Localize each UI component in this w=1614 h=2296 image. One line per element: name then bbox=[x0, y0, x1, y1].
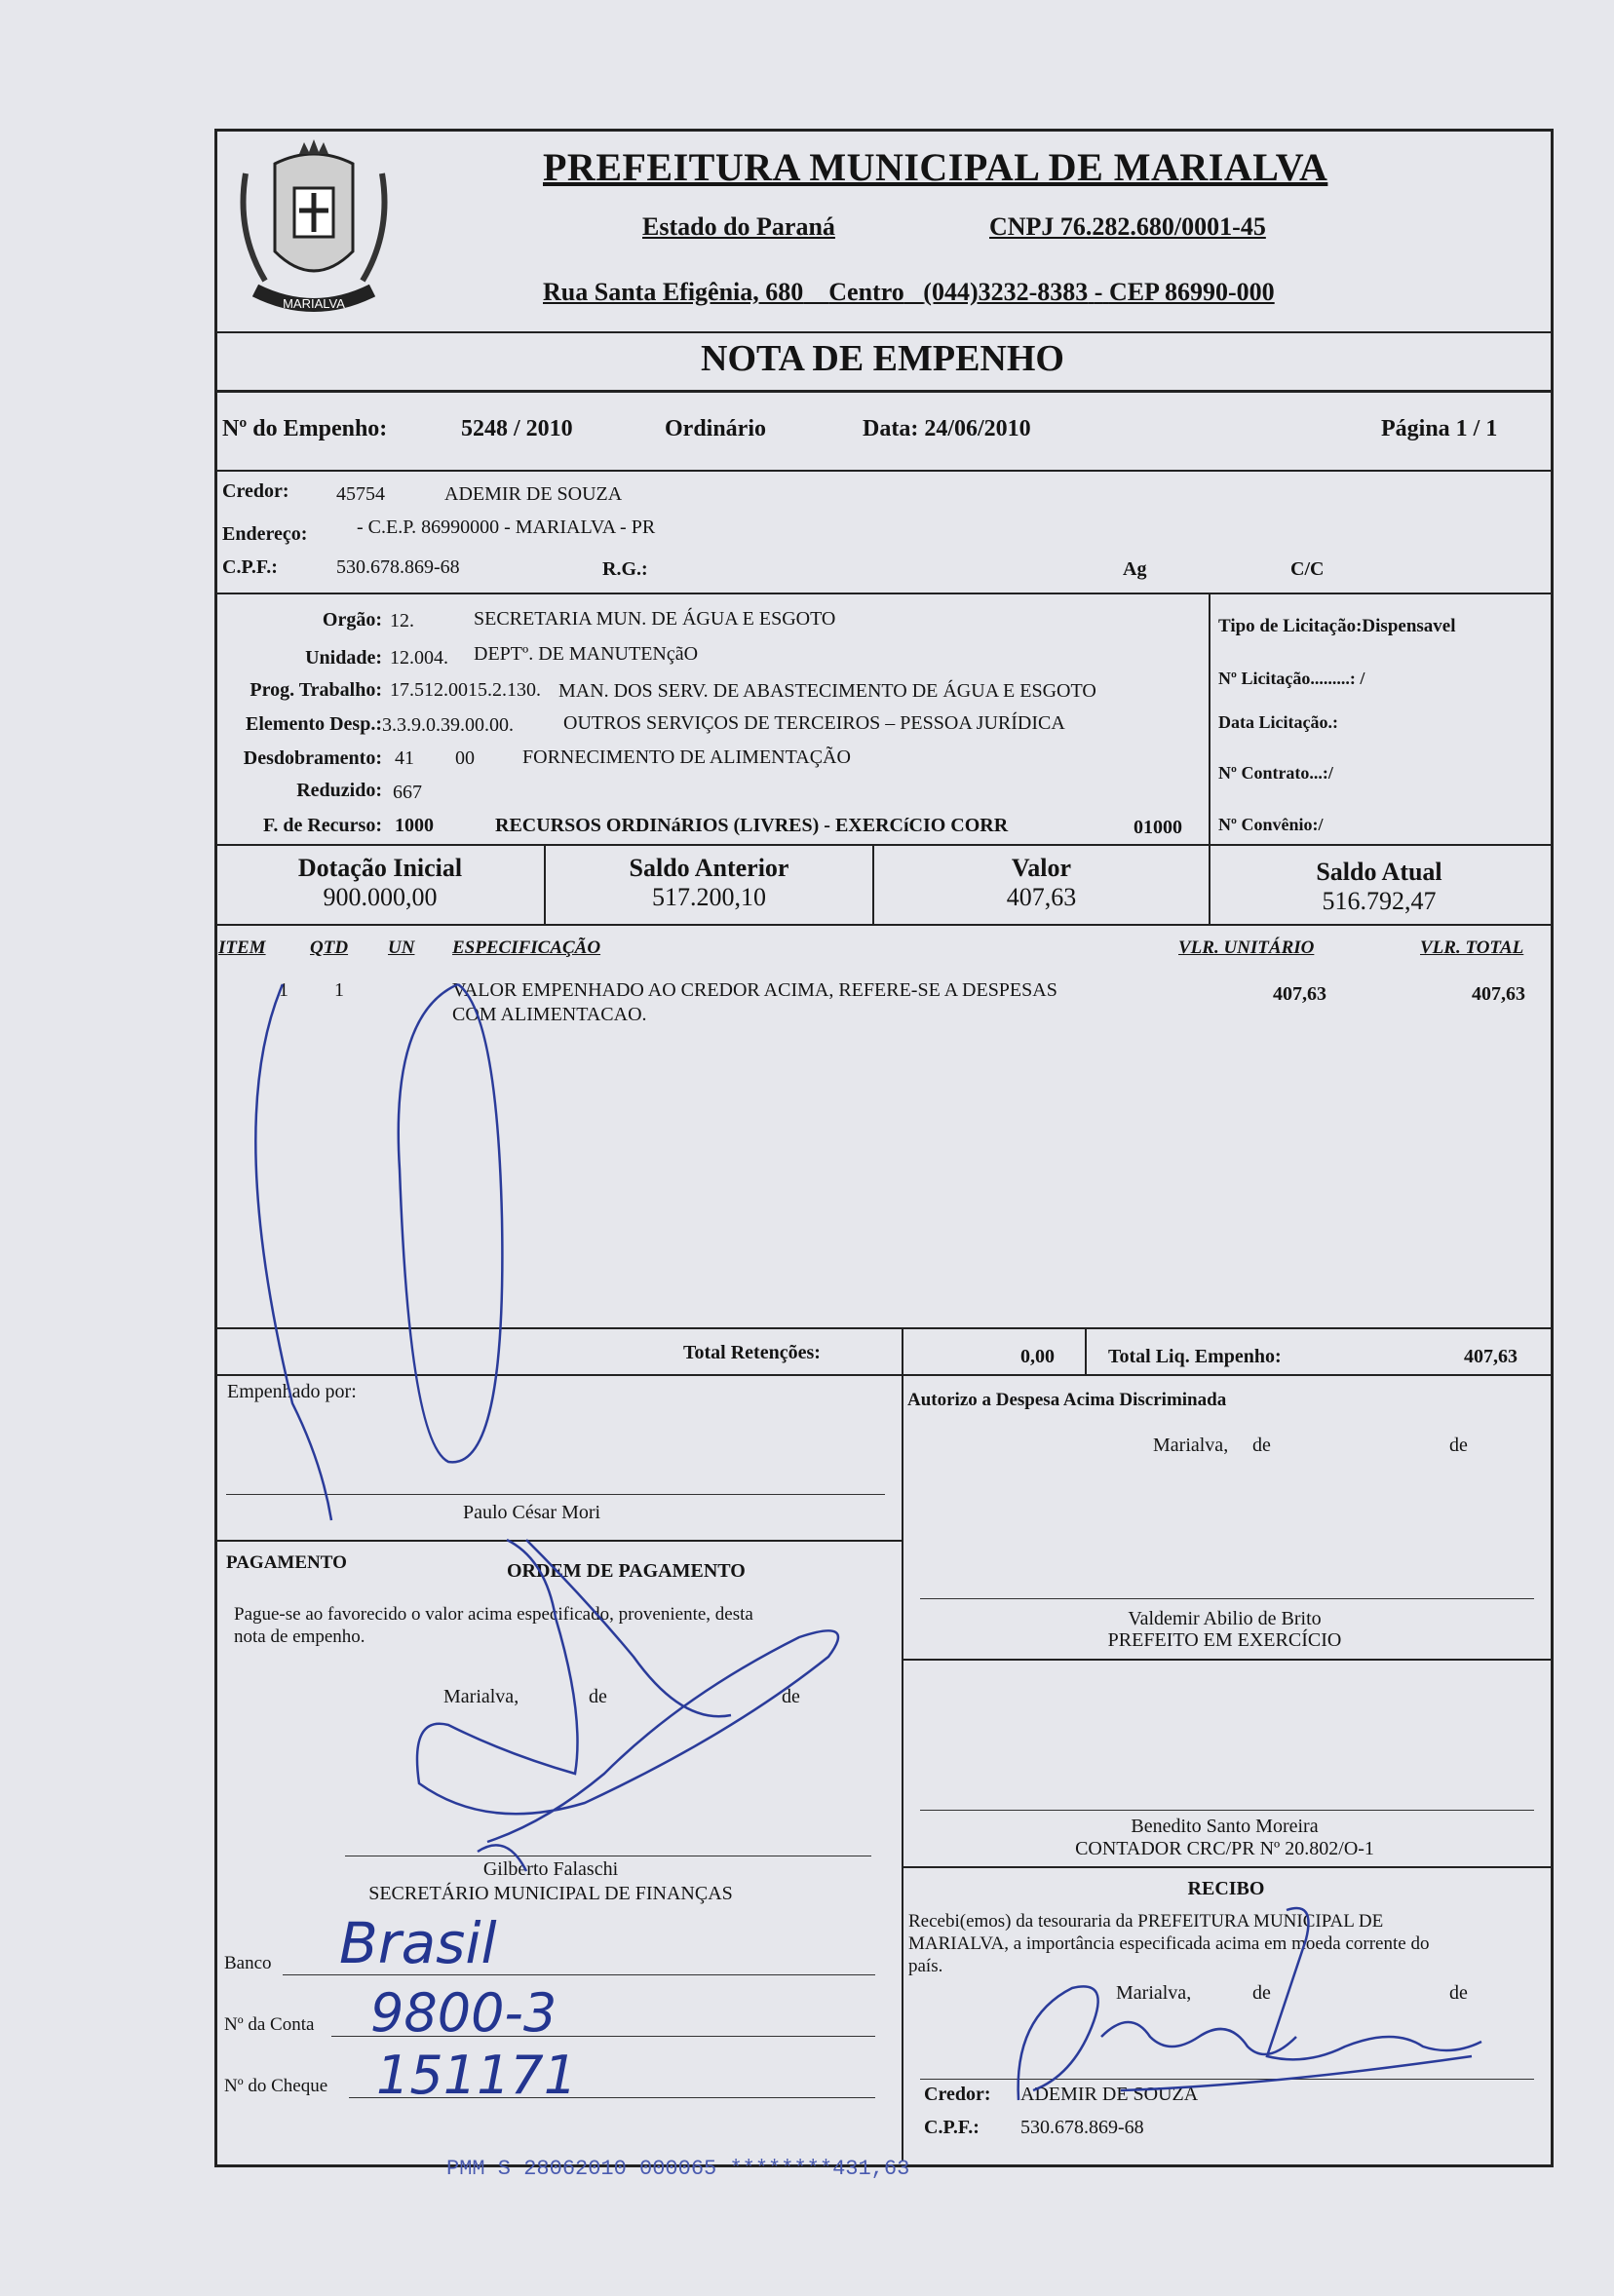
orgao-label: Orgão: bbox=[322, 609, 382, 631]
rg-label: R.G.: bbox=[602, 558, 648, 580]
divider bbox=[1085, 1327, 1087, 1374]
divider bbox=[214, 390, 1551, 393]
conta-label: Nº da Conta bbox=[224, 2014, 315, 2035]
autorizo-city: Marialva, bbox=[1153, 1435, 1229, 1456]
col-especificacao: ESPECIFICAÇÃO bbox=[452, 938, 601, 958]
pagamento-city: Marialva, bbox=[443, 1686, 519, 1707]
retencoes-value: 0,00 bbox=[1020, 1346, 1055, 1367]
total-liq-label: Total Liq. Empenho: bbox=[1108, 1346, 1282, 1367]
phone: (044)3232-8383 bbox=[923, 278, 1089, 306]
ordem-pagamento-label: ORDEM DE PAGAMENTO bbox=[507, 1560, 746, 1582]
signature-line bbox=[920, 1810, 1534, 1811]
divider bbox=[902, 1327, 903, 1374]
recibo-de1: de bbox=[1252, 1982, 1271, 2004]
saldo-value: 517.200,10 bbox=[652, 883, 766, 911]
empenho-type: Ordinário bbox=[665, 416, 767, 441]
state-label: Estado do Paraná bbox=[642, 212, 835, 241]
recibo-cpf-label: C.P.F.: bbox=[924, 2117, 980, 2138]
item-qtd: 1 bbox=[334, 979, 344, 1001]
orgao-name: SECRETARIA MUN. DE ÁGUA E ESGOTO bbox=[474, 608, 836, 630]
empenho-number: 5248 / 2010 bbox=[461, 416, 573, 441]
item-espec-line2: COM ALIMENTACAO. bbox=[452, 1004, 647, 1025]
divider bbox=[214, 1374, 1551, 1376]
cnpj-label: CNPJ 76.282.680/0001-45 bbox=[989, 212, 1266, 241]
empenhado-label: Empenhado por: bbox=[227, 1381, 357, 1402]
recibo-cpf: 530.678.869-68 bbox=[1020, 2117, 1144, 2138]
saldo-atual bbox=[1210, 854, 1548, 916]
item-number: 1 bbox=[279, 979, 288, 1001]
item-vlr-total: 407,63 bbox=[1472, 983, 1525, 1005]
saldo-label: Dotação Inicial bbox=[297, 854, 463, 882]
licitacao-number: Nº Licitação.........: / bbox=[1218, 669, 1365, 688]
reduzido-value: 667 bbox=[393, 782, 422, 803]
recibo-label: RECIBO bbox=[1187, 1878, 1265, 1899]
municipality-title: PREFEITURA MUNICIPAL DE MARIALVA bbox=[543, 145, 1328, 189]
col-qtd: QTD bbox=[310, 938, 349, 958]
address-line bbox=[543, 278, 1430, 307]
creditor-code: 45754 bbox=[336, 483, 385, 505]
empenho-date: Data: 24/06/2010 bbox=[863, 416, 1031, 441]
pagamento-label: PAGAMENTO bbox=[226, 1552, 347, 1573]
cheque-value: 151171 bbox=[376, 2045, 578, 2106]
saldo-label: Saldo Anterior bbox=[629, 854, 789, 882]
creditor-cpf: 530.678.869-68 bbox=[336, 556, 460, 578]
divider bbox=[214, 844, 1551, 846]
col-item: ITEM bbox=[218, 938, 266, 958]
banco-label: Banco bbox=[224, 1953, 272, 1973]
recibo-text-line2: MARIALVA, a importância especificada acima em moeda corrente do bbox=[908, 1933, 1430, 1954]
item-vlr-unitario: 407,63 bbox=[1273, 983, 1326, 1005]
signature-line bbox=[920, 1598, 1534, 1599]
recibo-de2: de bbox=[1449, 1982, 1468, 2004]
prog-label: Prog. Trabalho: bbox=[250, 679, 382, 701]
signature-line bbox=[920, 2079, 1534, 2080]
divider bbox=[214, 593, 1551, 594]
pagamento-text-line2: nota de empenho. bbox=[234, 1626, 365, 1647]
col-un: UN bbox=[388, 938, 415, 958]
prefeito-name: Valdemir Abilio de Brito bbox=[1128, 1608, 1322, 1629]
elemento-code: 3.3.9.0.39.00.00. bbox=[382, 714, 514, 736]
saldo-valor bbox=[874, 854, 1209, 912]
autorizo-de1: de bbox=[1252, 1435, 1271, 1456]
prefeito-cargo: PREFEITO EM EXERCÍCIO bbox=[1107, 1629, 1342, 1651]
licitacao-type: Tipo de Licitação:Dispensavel bbox=[1218, 616, 1456, 636]
address-label: Endereço: bbox=[222, 523, 308, 545]
saldo-value: 407,63 bbox=[1006, 883, 1077, 911]
saldo-value: 900.000,00 bbox=[323, 883, 438, 911]
licitacao-date: Data Licitação.: bbox=[1218, 712, 1338, 732]
secretario-cargo: SECRETÁRIO MUNICIPAL DE FINANÇAS bbox=[368, 1883, 733, 1904]
col-vlr-total: VLR. TOTAL bbox=[1420, 938, 1524, 958]
cep: CEP 86990-000 bbox=[1108, 278, 1275, 306]
creditor-label: Credor: bbox=[222, 480, 289, 502]
autorizo-de2: de bbox=[1449, 1435, 1468, 1456]
account-label: C/C bbox=[1290, 558, 1325, 580]
elemento-name: OUTROS SERVIÇOS DE TERCEIROS – PESSOA JURÍDICA bbox=[563, 712, 1065, 734]
orgao-code: 12. bbox=[390, 610, 414, 631]
retencoes-label: Total Retenções: bbox=[683, 1342, 821, 1363]
pagamento-text-line1: Pague-se ao favorecido o valor acima especificado, proveniente, desta bbox=[234, 1604, 753, 1625]
secretario-name: Gilberto Falaschi bbox=[482, 1858, 619, 1880]
recurso-number: 01000 bbox=[1134, 817, 1182, 838]
autorizo-label: Autorizo a Despesa Acima Discriminada bbox=[907, 1390, 1227, 1410]
recurso-name: RECURSOS ORDINáRIOS (LIVRES) - EXERCíCIO CORR bbox=[495, 815, 1009, 836]
cheque-label: Nº do Cheque bbox=[224, 2076, 328, 2096]
saldo-anterior bbox=[546, 854, 872, 912]
seal-text: MARIALVA bbox=[283, 296, 345, 311]
divider bbox=[214, 924, 1551, 926]
cpf-label: C.P.F.: bbox=[222, 556, 278, 578]
saldo-label: Valor bbox=[1011, 854, 1072, 882]
saldo-label: Saldo Atual bbox=[1316, 858, 1442, 886]
col-vlr-unitario: VLR. UNITÁRIO bbox=[1178, 938, 1315, 958]
convenio-number: Nº Convênio:/ bbox=[1218, 815, 1324, 834]
agency-label: Ag bbox=[1123, 558, 1147, 580]
unidade-label: Unidade: bbox=[305, 647, 382, 669]
contract-number: Nº Contrato...:/ bbox=[1218, 763, 1333, 783]
saldo-value: 516.792,47 bbox=[1322, 887, 1437, 915]
divider bbox=[214, 1327, 1551, 1329]
divider bbox=[1209, 593, 1210, 844]
elemento-label: Elemento Desp.: bbox=[246, 713, 382, 735]
empenho-label: Nº do Empenho: bbox=[222, 416, 388, 441]
recibo-credor-name: ADEMIR DE SOUZA bbox=[1020, 2084, 1199, 2105]
empenhado-nome: Paulo César Mori bbox=[463, 1502, 601, 1523]
unidade-name: DEPTº. DE MANUTENçãO bbox=[474, 643, 699, 665]
address-district: Centro bbox=[828, 278, 904, 306]
banco-value: Brasil bbox=[339, 1910, 497, 1976]
contador-cargo: CONTADOR CRC/PR Nº 20.802/O-1 bbox=[1075, 1838, 1374, 1859]
contador-name: Benedito Santo Moreira bbox=[1131, 1816, 1319, 1837]
divider bbox=[214, 331, 1551, 333]
signature-line bbox=[226, 1494, 885, 1495]
reduzido-label: Reduzido: bbox=[296, 780, 382, 801]
unidade-code: 12.004. bbox=[390, 647, 448, 669]
divider bbox=[902, 1374, 903, 2162]
address-street: Rua Santa Efigênia, 680 bbox=[543, 278, 804, 306]
creditor-address: - C.E.P. 86990000 - MARIALVA - PR bbox=[357, 517, 656, 538]
prog-name: MAN. DOS SERV. DE ABASTECIMENTO DE ÁGUA E ESGOTO bbox=[558, 680, 1096, 702]
recibo-credor-label: Credor: bbox=[924, 2084, 991, 2105]
total-liq-value: 407,63 bbox=[1464, 1346, 1518, 1367]
divider bbox=[214, 470, 1551, 472]
recurso-code: 1000 bbox=[395, 815, 434, 836]
divider bbox=[214, 1540, 902, 1542]
desdobramento-label: Desdobramento: bbox=[243, 747, 382, 769]
coat-of-arms-icon bbox=[216, 134, 411, 329]
prog-code: 17.512.0015.2.130. bbox=[390, 679, 541, 701]
recibo-city: Marialva, bbox=[1116, 1982, 1192, 2004]
divider bbox=[902, 1866, 1551, 1868]
desdobramento-code-b: 00 bbox=[455, 747, 475, 769]
creditor-name: ADEMIR DE SOUZA bbox=[444, 483, 623, 505]
pagamento-de1: de bbox=[589, 1686, 607, 1707]
divider bbox=[902, 1659, 1551, 1661]
saldo-dotacao bbox=[216, 854, 544, 912]
pagamento-de2: de bbox=[782, 1686, 800, 1707]
doc-title: NOTA DE EMPENHO bbox=[701, 338, 1064, 379]
recibo-text-line3: país. bbox=[908, 1956, 943, 1976]
authentication-stamp: PMM S 28062010 000065 ********431,63 bbox=[446, 2157, 910, 2181]
desdobramento-code-a: 41 bbox=[395, 747, 414, 769]
recurso-label: F. de Recurso: bbox=[262, 815, 382, 836]
page-number: Página 1 / 1 bbox=[1381, 416, 1498, 441]
item-espec-line1: VALOR EMPENHADO AO CREDOR ACIMA, REFERE-SE A DESPESAS bbox=[452, 979, 1057, 1001]
conta-value: 9800-3 bbox=[370, 1982, 557, 2044]
separator: - bbox=[1094, 278, 1103, 306]
recibo-text-line1: Recebi(emos) da tesouraria da PREFEITURA MUNICIPAL DE bbox=[908, 1911, 1384, 1932]
desdobramento-name: FORNECIMENTO DE ALIMENTAÇÃO bbox=[522, 746, 851, 768]
